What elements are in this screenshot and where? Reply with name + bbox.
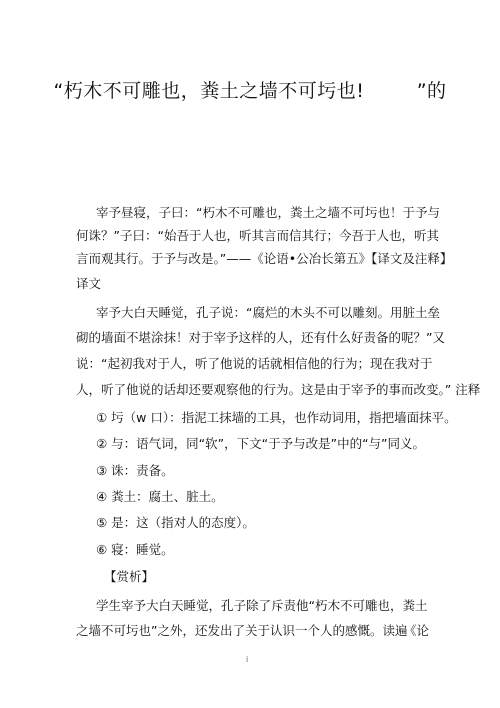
page-number: i <box>246 655 249 664</box>
section-heading: 【赏析】 <box>104 569 155 584</box>
note-item: ② 与：语气词，同“软”，下文“于予与改是”中的“与”同义。 <box>96 436 426 451</box>
body-line: 宰予大白天睡觉，孔子说：“腐烂的木头不可以雕刻。用脏土垒 <box>96 305 440 320</box>
note-item: ① 圬（w 口）：指泥工抹墙的工具，也作动词用，指把墙面抹平。 <box>96 410 457 425</box>
note-item: ③ 诛：责备。 <box>96 463 174 478</box>
body-line: 说：“起初我对于人，听了他说的话就相信他的行为；现在我对于 <box>76 356 433 371</box>
document-title: “朽木不可雕也，粪土之墙不可圬也! ”的 <box>53 80 447 102</box>
note-item: ⑤ 是：这（指对人的态度）。 <box>96 515 255 530</box>
body-line: 学生宰予大白天睡觉，孔子除了斥责他“朽木不可雕也，粪土 <box>96 598 428 613</box>
body-line: 译文 <box>76 276 102 291</box>
note-item: ⑥ 寝：睡觉。 <box>96 542 174 557</box>
body-line: 人，听了他说的话却还要观察他的行为。这是由于宰予的事而改变。” 注释 <box>76 382 481 397</box>
body-line: 言而观其行。于予与改是。”——《论语•公冶长第五》【译文及注释】 <box>76 251 453 266</box>
body-line: 宰予昼寝，子曰：“朽木不可雕也，粪土之墙不可圬也！于予与 <box>96 205 440 220</box>
body-line: 砌的墙面不堪涂抹！对于宰予这样的人，还有什么好责备的呢？”又 <box>76 330 445 345</box>
body-line: 《论 <box>404 623 430 638</box>
body-line: 之墙不可圬也”之外，还发出了关于认识一个人的感慨。读遍 <box>76 623 408 638</box>
note-item: ④ 粪土：腐土、脏土。 <box>96 489 224 504</box>
body-line: 何诛？”子曰：“始吾于人也，听其言而信其行；今吾于人也，听其 <box>76 228 439 243</box>
